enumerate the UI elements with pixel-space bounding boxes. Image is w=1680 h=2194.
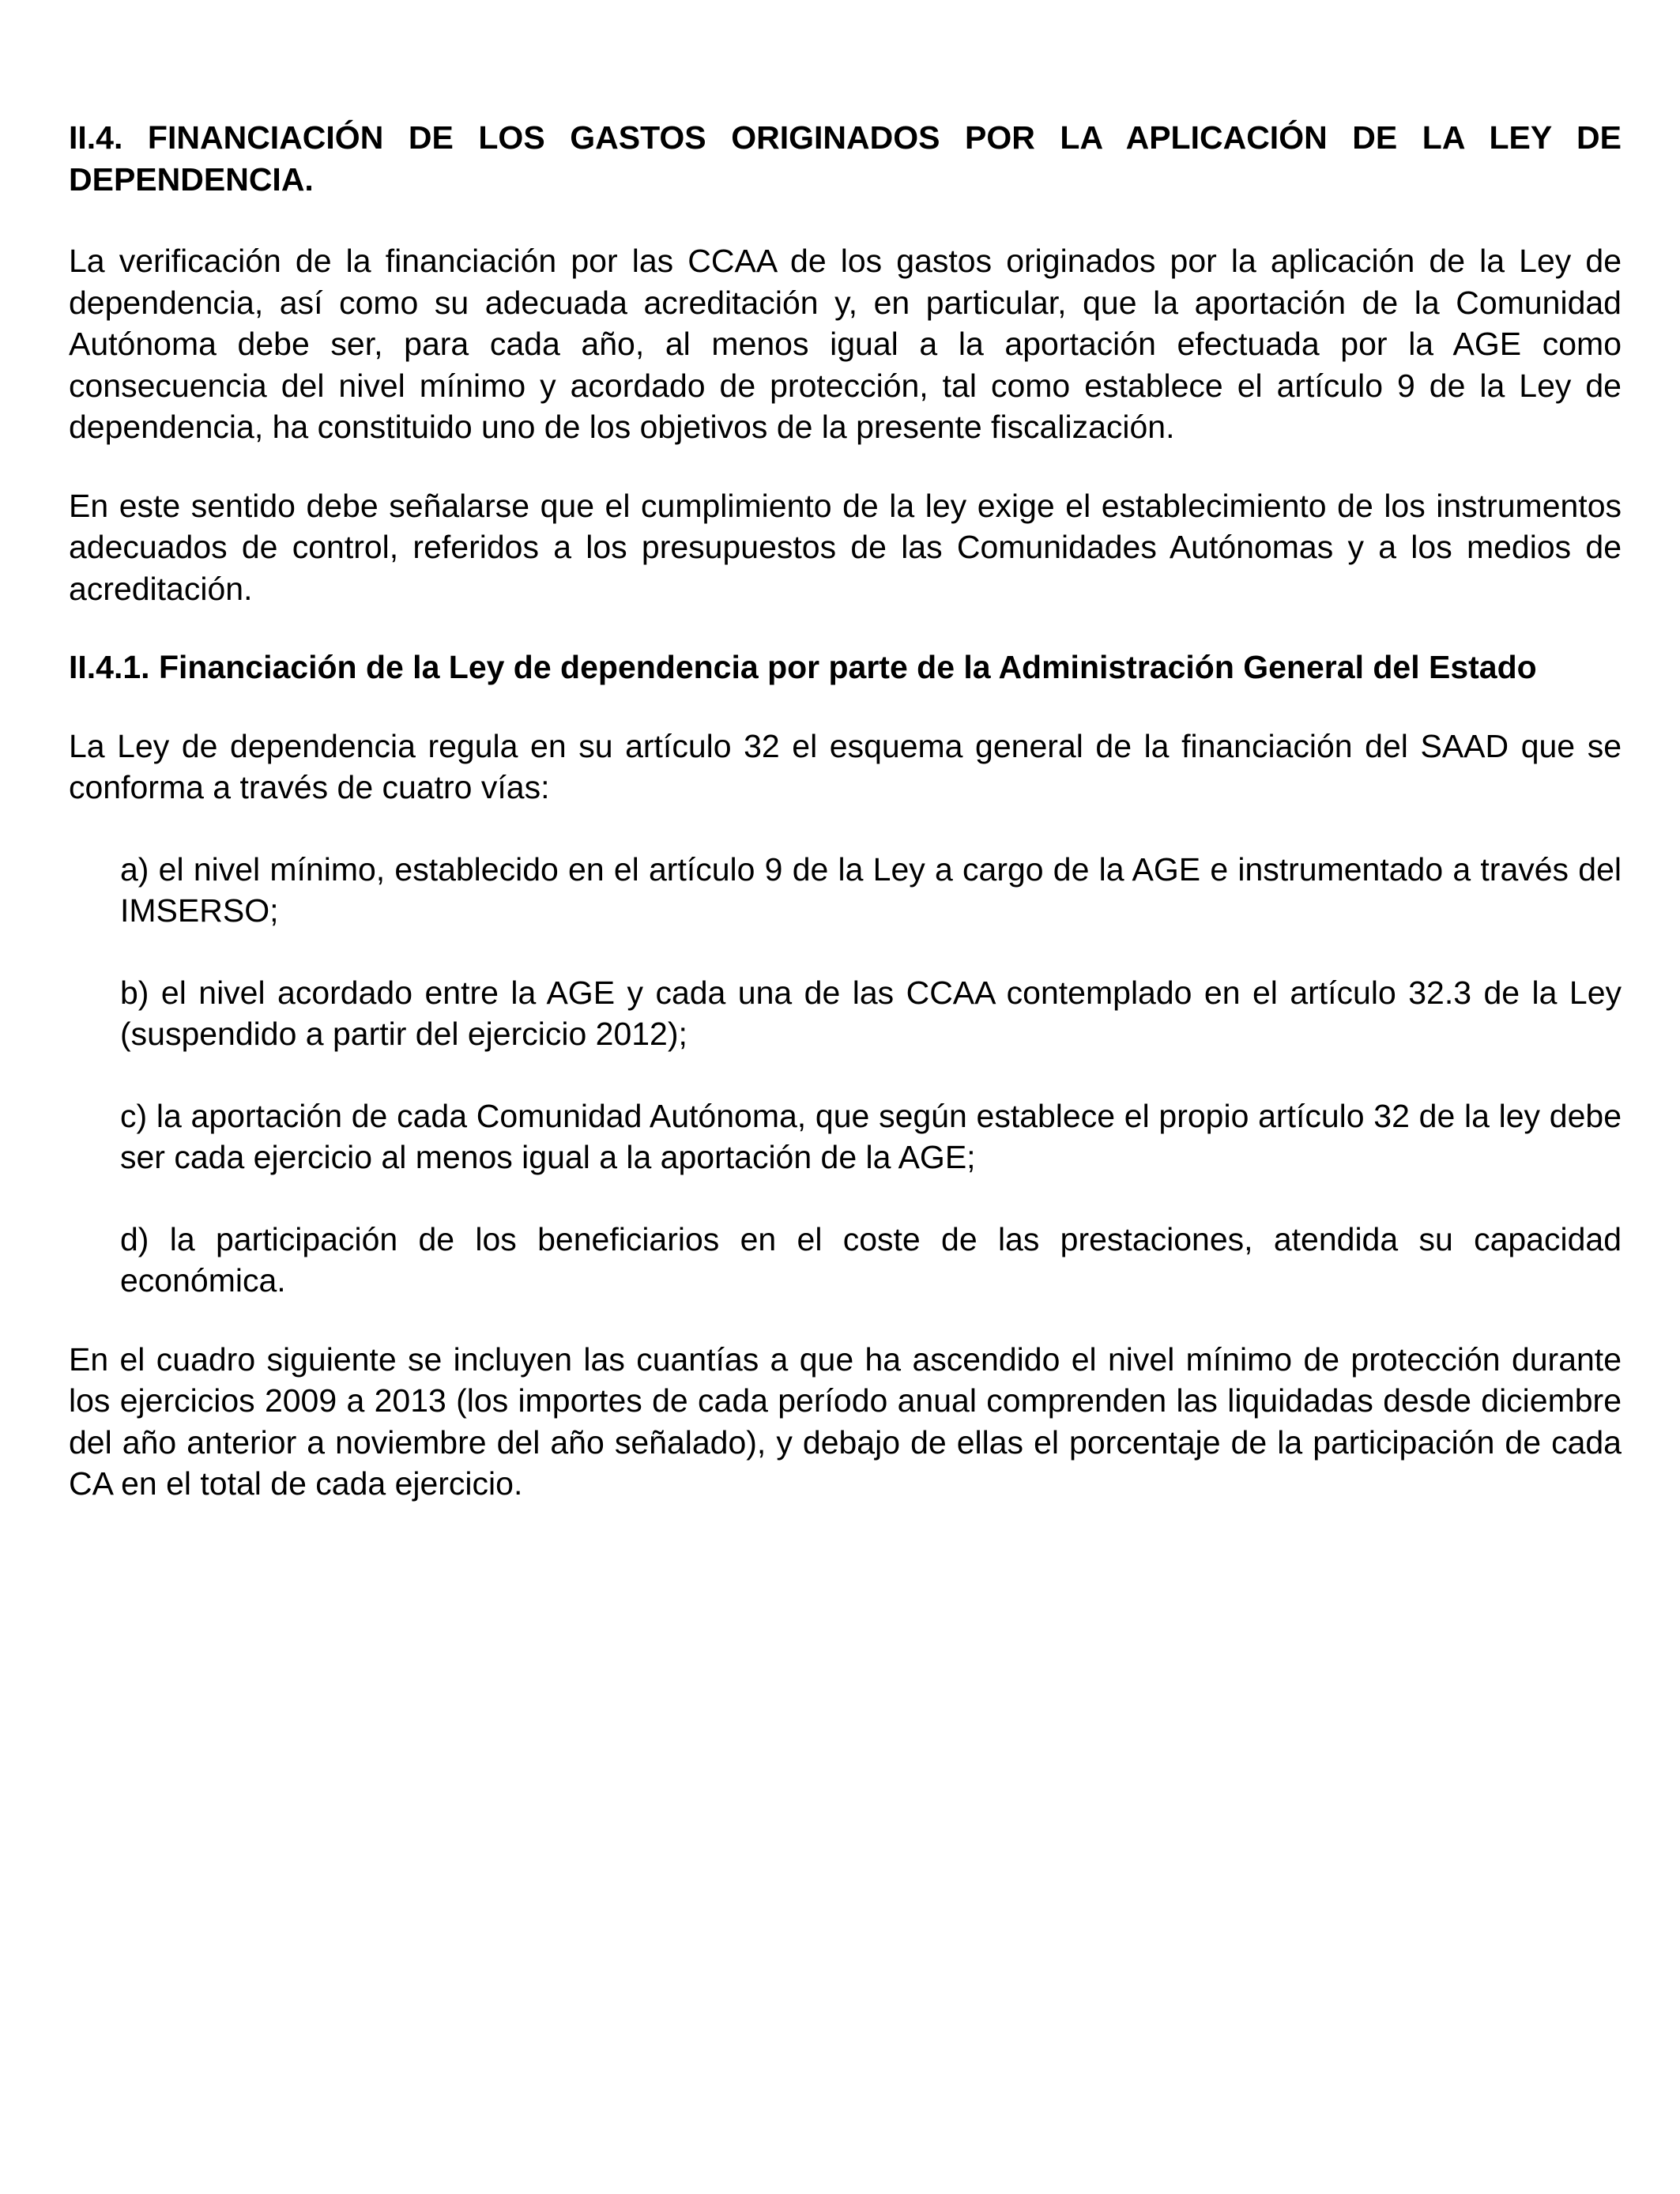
document-page [69,117,1622,1505]
list-item: c) la aportación de cada Comunidad Autónoma, que según establece el propio artículo 32 de la ley debe ser cada ejercicio al menos igual a la aportación de la AGE; [120,1097,1622,1175]
paragraph-financing-scheme: La Ley de dependencia regula en su artículo 32 el esquema general de la financiación del SAAD que se conforma a través de cuatro vías: [69,727,1622,805]
paragraph-verification: La verificación de la financiación por las CCAA de los gastos originados por la aplicación de la Ley de dependencia, así como su adecuada acreditación y, en particular, que la aportación de la Comunidad Autónoma debe ser, para cada año, al menos igual a la aportación efectuada por la AGE como consecuencia del nivel mínimo y acordado de protección, tal como establece el artículo 9 de la Ley de dependencia, ha constituido uno de los objetivos de la presente fiscalización. [69,243,1622,445]
section-heading: II.4. FINANCIACIÓN DE LOS GASTOS ORIGINADOS POR LA APLICACIÓN DE LA LEY DE DEPENDENCIA. [69,119,1622,198]
paragraph-table-intro: En el cuadro siguiente se incluyen las cuantías a que ha ascendido el nivel mínimo de protección durante los ejercicios 2009 a 2013 (los importes de cada período anual comprenden las liquidadas desde diciembre del año anterior a noviembre del año señalado), y debajo de ellas el porcentaje de la participación de cada CA en el total de cada ejercicio. [69,1340,1622,1502]
paragraph-control-instruments: En este sentido debe señalarse que el cumplimiento de la ley exige el establecimiento de los instrumentos adecuados de control, referidos a los presupuestos de las Comunidades Autónomas y a los medios de acreditación. [69,487,1622,607]
list-item: a) el nivel mínimo, establecido en el artículo 9 de la Ley a cargo de la AGE e instrumentado a través del IMSERSO; [120,850,1622,929]
list-item: d) la participación de los beneficiarios en el coste de las prestaciones, atendida su capacidad económica. [120,1220,1622,1299]
list-item: b) el nivel acordado entre la AGE y cada una de las CCAA contemplado en el artículo 32.3 de la Ley (suspendido a partir del ejercicio 2012); [120,974,1622,1052]
subsection-heading: II.4.1. Financiación de la Ley de dependencia por parte de la Administración General del Estado [69,649,1537,685]
